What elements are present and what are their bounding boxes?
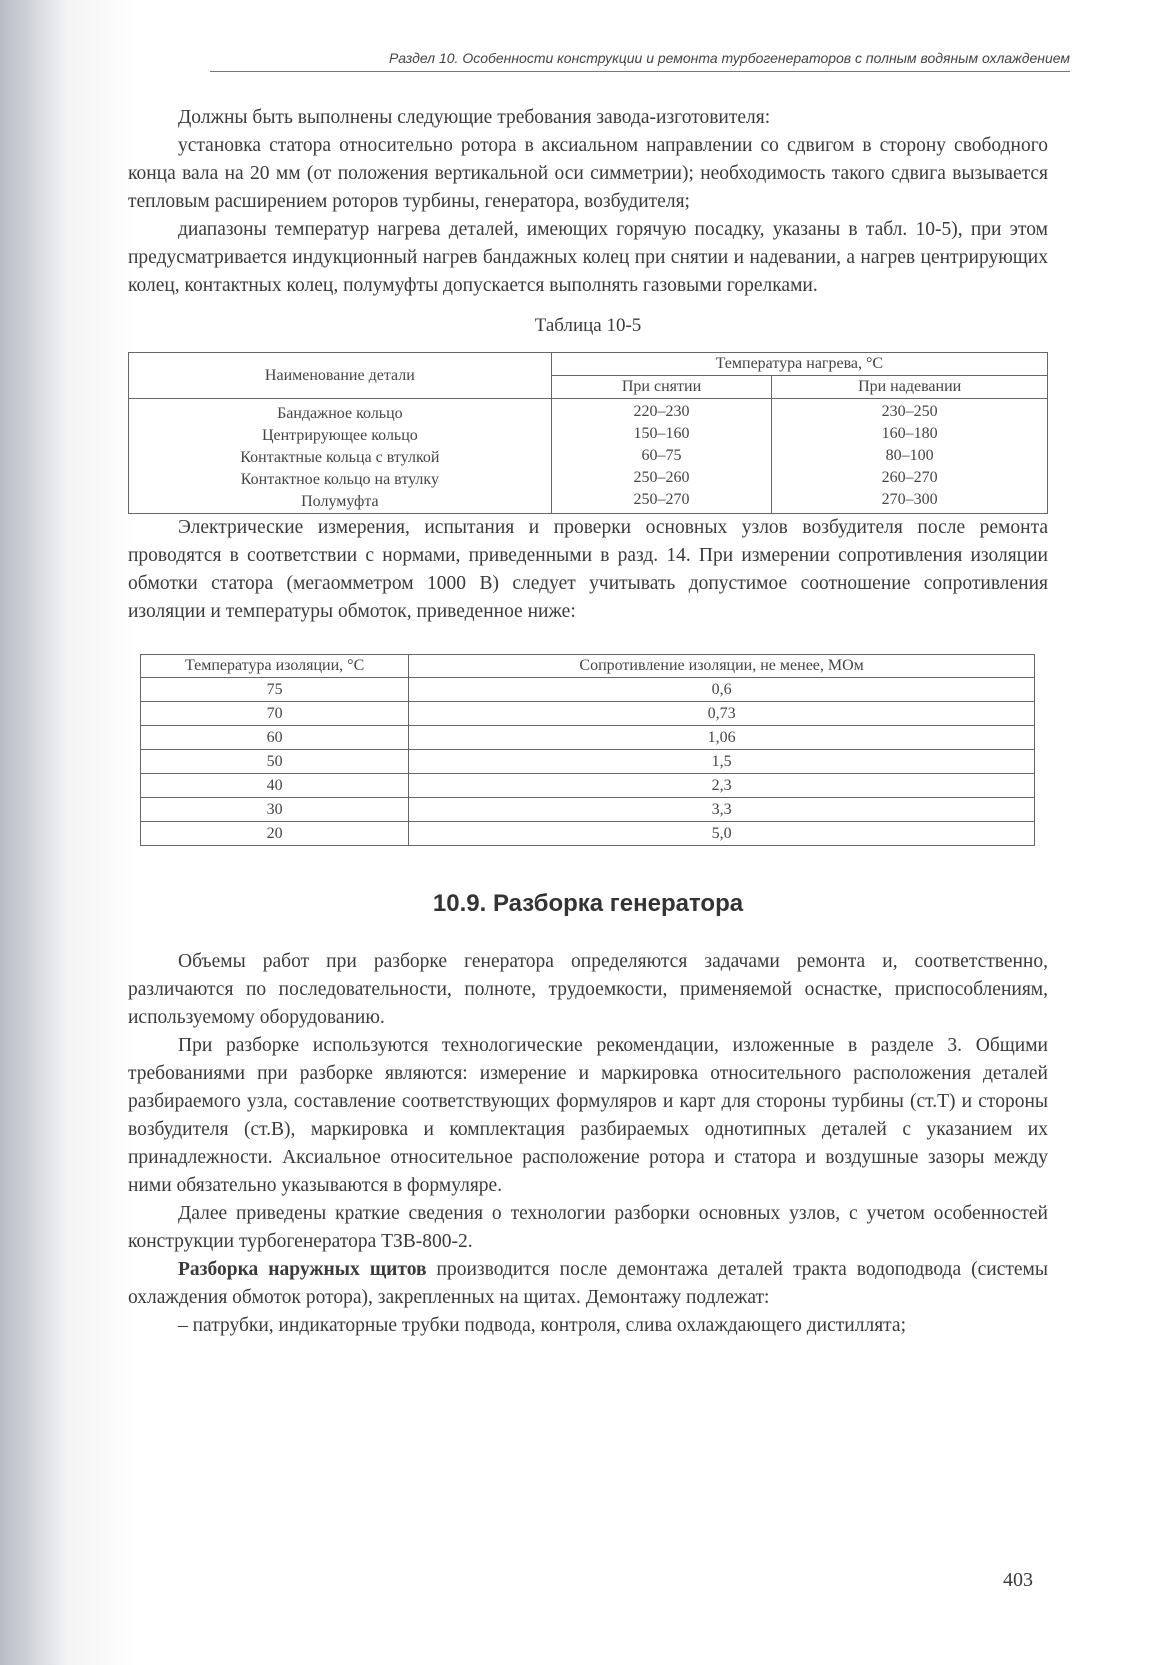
table-row [141, 702, 1035, 726]
paragraph-scope-of-work: Объемы работ при разборке генератора определяются задачами ремонта и, соответственно, различаются по последовательности, полноте, трудоемкости, применяемой оснастке, приспособлениям, используемому оборудованию. [128, 951, 1048, 1028]
page-number: 403 [1003, 1569, 1033, 1591]
installation-temp: 230–250 [881, 403, 938, 420]
paragraph-general-requirements: При разборке используются технологические рекомендации, изложенные в разделе 3. Общими требованиями при разборке являются: измерение и маркировка относительного расположения деталей разбираемого узла, составление соответствующих формуляров и карт для стороны турбины (ст.Т) и стороны возбудителя (ст.В), маркировка и комплектация разбираемых однотипных деталей с указанием их принадлежности. Аксиальное относительное расположение ротора и статора и воздушные зазоры между ними обязательно указываются в формуляре. [128, 1035, 1048, 1196]
table-10-5-caption: Таблица 10-5 [534, 315, 642, 336]
removal-temp: 150–160 [633, 425, 690, 442]
part-name: Контактное кольцо на втулку [240, 471, 439, 488]
installation-temp: 260–270 [881, 469, 938, 486]
paragraph-heating-ranges: диапазоны температур нагрева деталей, имеющих горячую посадку, указаны в табл. 10-5), при этом предусматривается индукционный нагрев бандажных колец при снятии и надевании, а нагрев центрирующих колец, контактных колец, полумуфты допускается выполнять газовыми горелками. [128, 219, 1048, 296]
installation-temp: 160–180 [881, 425, 938, 442]
bold-lead: Разборка наружных щитов [178, 1259, 427, 1280]
col-header-heating-temp: Температура нагрева, °С [551, 353, 1047, 376]
col-header-insulation-temp: Температура изоляции, °С [141, 655, 409, 678]
book-spine-shadow [0, 0, 70, 1665]
paragraph-outer-shields [128, 1256, 1048, 1312]
table-row [141, 798, 1035, 822]
insulation-temp: 50 [141, 750, 409, 774]
part-name: Центрирующее кольцо [261, 427, 418, 444]
table-row [141, 822, 1035, 846]
installation-temp: 80–100 [885, 447, 934, 464]
col-header-insulation-resistance: Сопротивление изоляции, не менее, МОм [409, 655, 1035, 678]
insulation-temp: 20 [141, 822, 409, 846]
removal-temp: 60–75 [641, 447, 682, 464]
installation-temp: 270–300 [881, 491, 938, 508]
shields-text: производится после демонтажа деталей тракта водоподвода (системы охлаждения обмоток ротора), закрепленных на щитах. Демонтажу подлежат: [128, 1259, 1048, 1308]
insulation-resistance: 1,5 [409, 750, 1035, 774]
insulation-temp: 60 [141, 726, 409, 750]
col-header-removal: При снятии [551, 376, 772, 399]
removal-temp-cell [551, 399, 772, 514]
insulation-temp: 30 [141, 798, 409, 822]
col-header-installation: При надевании [772, 376, 1048, 399]
part-name-cell [129, 399, 552, 514]
running-header: Раздел 10. Особенности конструкции и ремонта турбогенераторов с полным водяным охлаждением [210, 50, 1070, 72]
removal-temp: 250–260 [633, 469, 690, 486]
insulation-temp: 40 [141, 774, 409, 798]
table-10-5 [128, 352, 1048, 514]
paragraph-stator-shift: установка статора относительно ротора в аксиальном направлении со сдвигом в сторону свободного конца вала на 20 мм (от положения вертикальной оси симметрии); необходимость такого сдвига вызывается тепловым расширением роторов турбины, генератора, возбудителя; [128, 135, 1048, 212]
insulation-resistance: 2,3 [409, 774, 1035, 798]
removal-temp: 220–230 [633, 403, 690, 420]
insulation-temp: 70 [141, 702, 409, 726]
table-row [141, 678, 1035, 702]
paragraph-brief-info: Далее приведены краткие сведения о технологии разборки основных узлов, с учетом особенностей конструкции турбогенератора ТЗВ-800-2. [128, 1203, 1048, 1252]
removal-temp: 250–270 [633, 491, 690, 508]
insulation-resistance: 3,3 [409, 798, 1035, 822]
table-row [141, 750, 1035, 774]
table-row [141, 726, 1035, 750]
paragraph-electrical-measurements: Электрические измерения, испытания и проверки основных узлов возбудителя после ремонта проводятся в соответствии с нормами, приведенными в разд. 14. При измерении сопротивления изоляции обмотки статора (мегаомметром 1000 В) следует учитывать допустимое соотношение сопротивления изоляции и температуры обмоток, приведенное ниже: [128, 517, 1048, 622]
paragraph-requirements-intro: Должны быть выполнены следующие требования завода-изготовителя: [178, 107, 771, 128]
part-name: Контактные кольца с втулкой [240, 449, 440, 466]
table-row [141, 774, 1035, 798]
insulation-resistance: 0,6 [409, 678, 1035, 702]
list-item: – патрубки, индикаторные трубки подвода, контроля, слива охлаждающего дистиллята; [178, 1315, 906, 1336]
part-name: Бандажное кольцо [277, 405, 403, 422]
section-title: 10.9. Разборка генератора [432, 890, 744, 917]
page-content [128, 104, 1048, 1340]
insulation-resistance-table [140, 654, 1035, 846]
insulation-temp: 75 [141, 678, 409, 702]
col-header-part-name: Наименование детали [129, 353, 552, 399]
insulation-resistance: 1,06 [409, 726, 1035, 750]
insulation-resistance: 5,0 [409, 822, 1035, 846]
part-name: Полумуфта [301, 493, 379, 510]
installation-temp-cell [772, 399, 1048, 514]
insulation-resistance: 0,73 [409, 702, 1035, 726]
